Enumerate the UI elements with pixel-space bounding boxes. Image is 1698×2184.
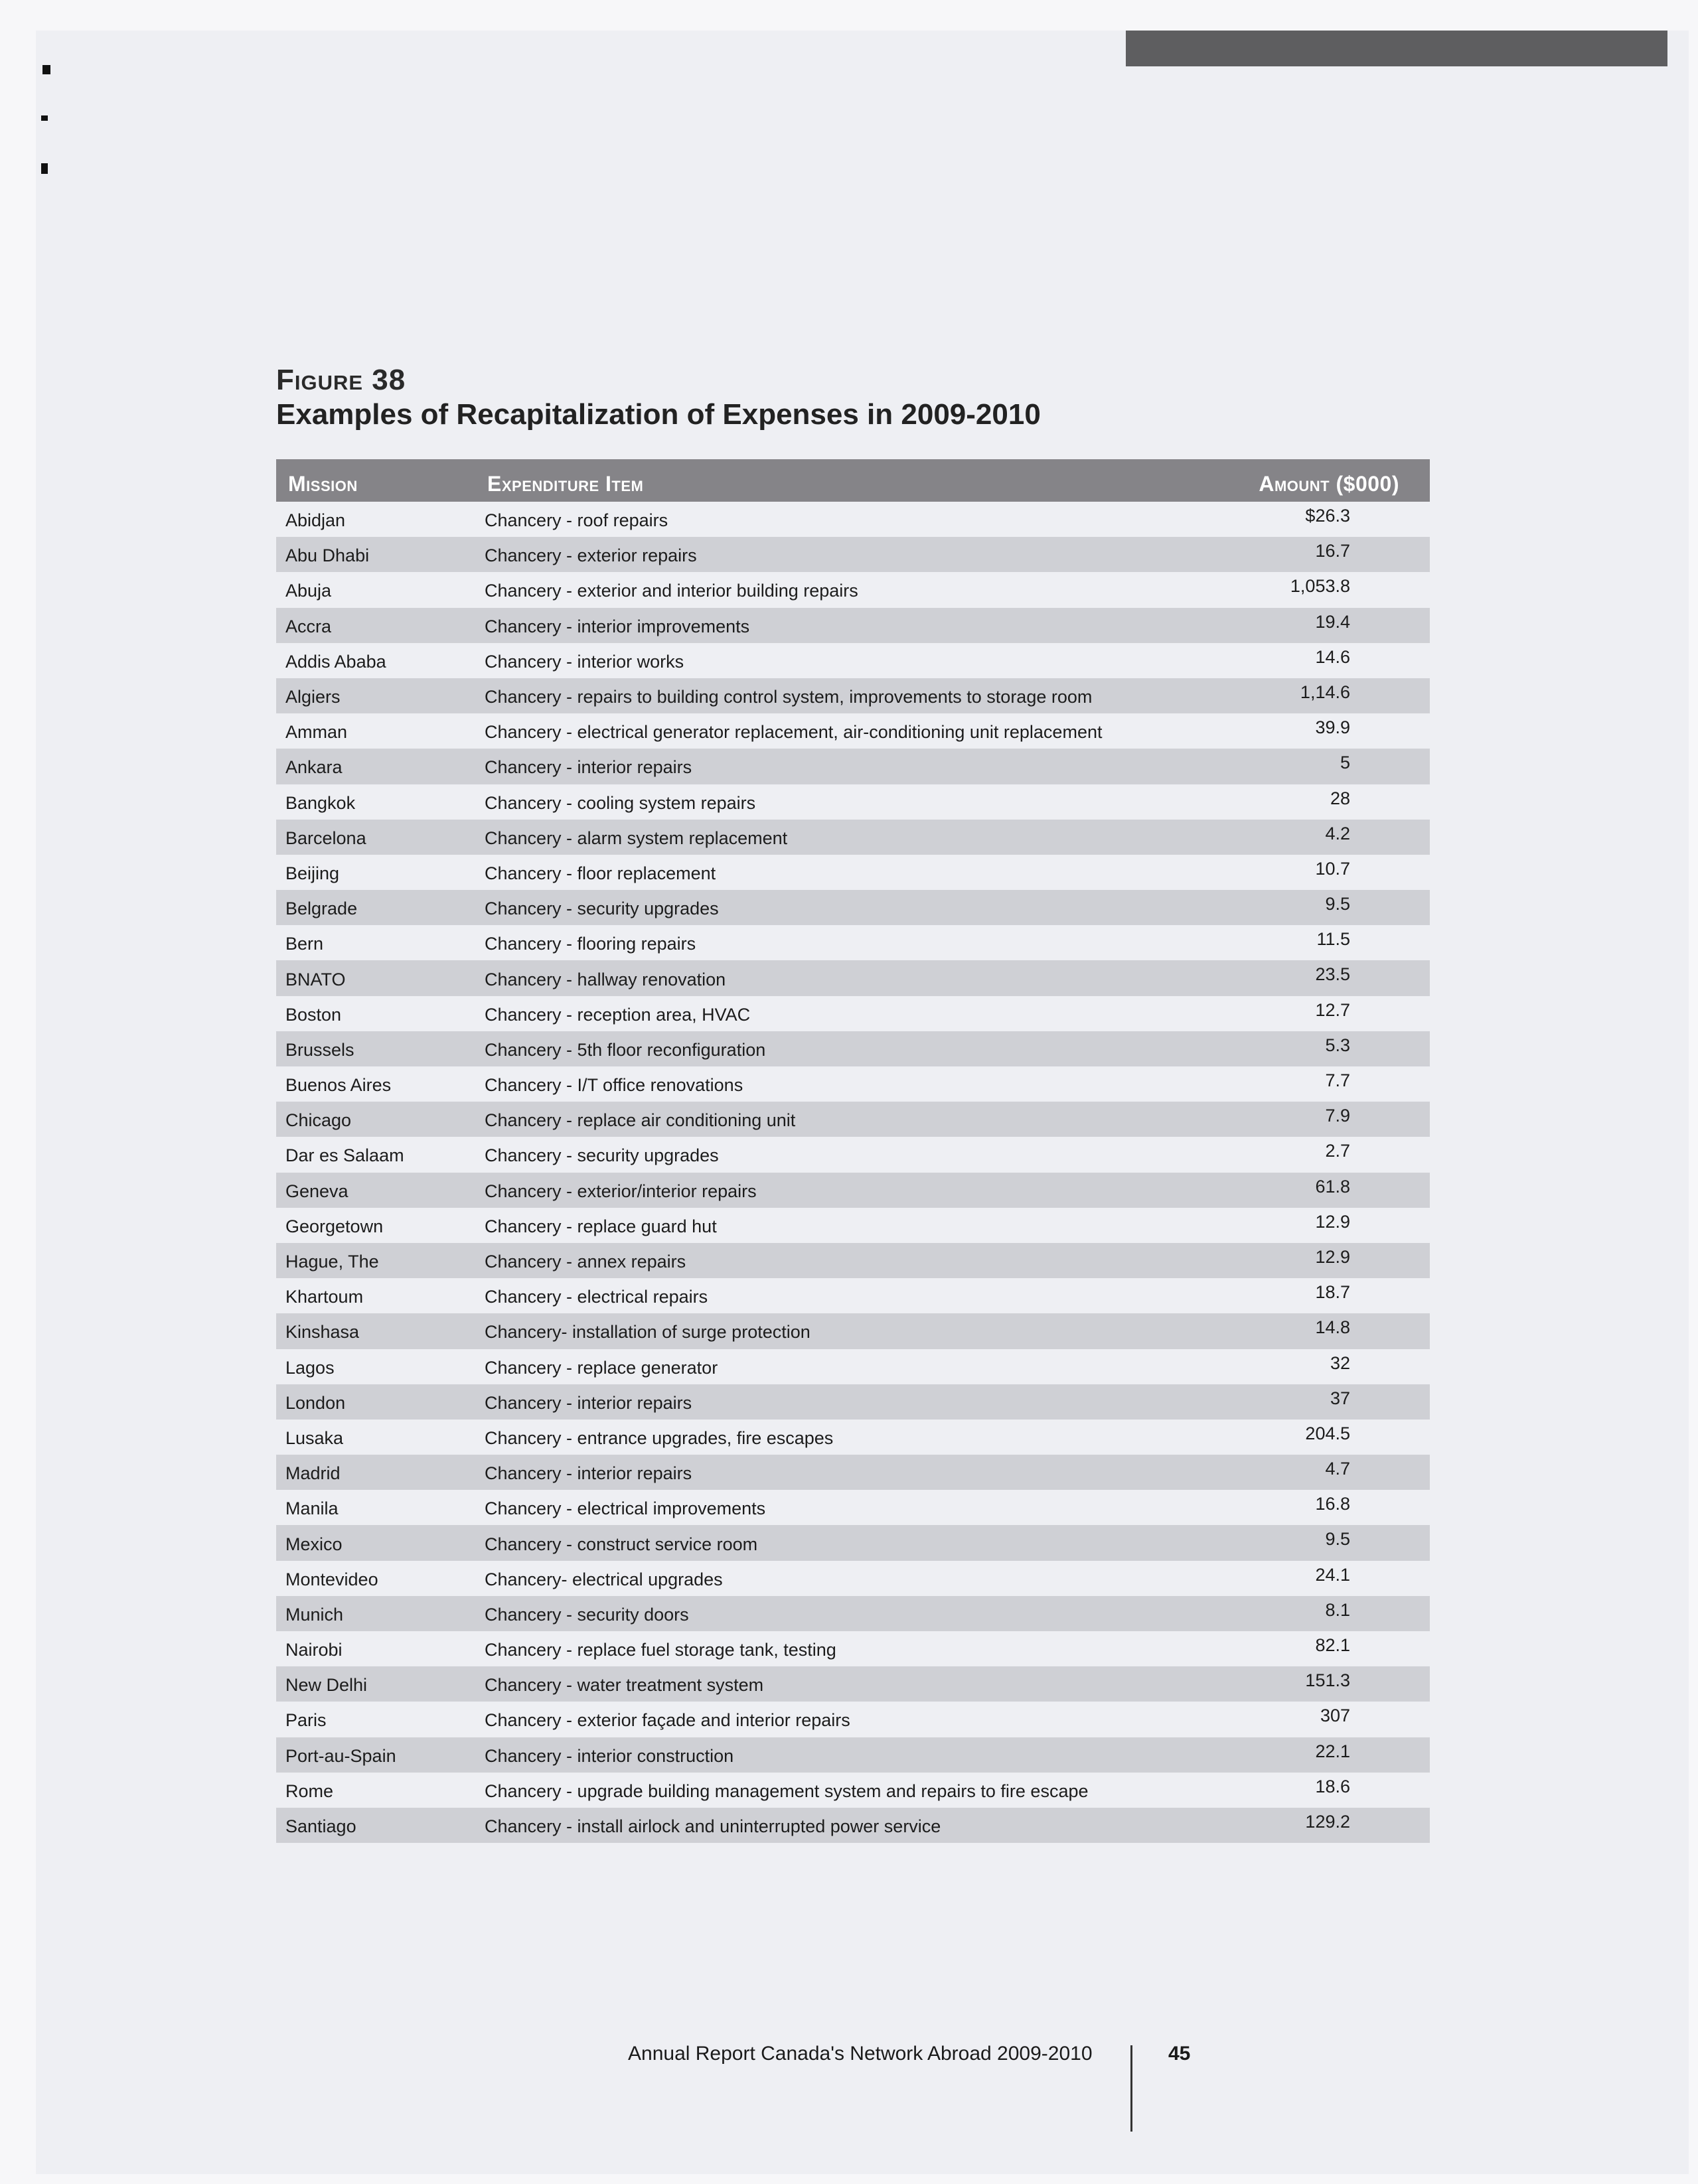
expenditure-item-cell: Chancery - exterior façade and interior repairs [485,1710,850,1731]
table-row [276,1773,1430,1808]
expenditure-item-cell: Chancery - replace fuel storage tank, testing [485,1640,836,1660]
mission-cell: Santiago [285,1816,356,1837]
amount-cell: 18.6 [1315,1776,1350,1796]
table-row [276,572,1430,607]
amount-cell: 18.7 [1315,1282,1350,1303]
expenditure-item-cell: Chancery - security doors [485,1604,689,1625]
table-row [276,996,1430,1031]
amount-cell: 37 [1330,1388,1350,1408]
table-row [276,749,1430,784]
table-row [276,1420,1430,1455]
table-row [276,1737,1430,1773]
mission-cell: Abu Dhabi [285,546,370,566]
table-row [276,1349,1430,1384]
expenditure-item-cell: Chancery - electrical improvements [485,1498,766,1519]
table-row [276,502,1430,537]
amount-cell: 14.6 [1315,646,1350,667]
page-number: 45 [1168,2043,1191,2065]
table-row [276,855,1430,890]
expenditure-item-cell: Chancery - construct service room [485,1534,758,1554]
expenditure-item-cell: Chancery - electrical generator replacement, air-conditioning unit replacement [485,722,1103,743]
expenditure-item-cell: Chancery - interior repairs [485,1463,692,1484]
scan-mark [41,115,48,121]
table-row [276,1490,1430,1525]
mission-cell: Geneva [285,1181,348,1201]
table-row [276,1525,1430,1560]
amount-cell: 204.5 [1305,1423,1350,1443]
column-header-mission: Mission [288,471,358,496]
table-row [276,820,1430,855]
table-row [276,1631,1430,1666]
mission-cell: Accra [285,616,332,636]
table-row [276,537,1430,572]
figure-title: Examples of Recapitalization of Expenses in 2009-2010 [276,398,1041,431]
mission-cell: Abuja [285,581,332,601]
amount-cell: 11.5 [1316,929,1350,950]
expenditure-item-cell: Chancery- installation of surge protection [485,1322,810,1343]
amount-cell: 61.8 [1315,1176,1350,1197]
mission-cell: Brussels [285,1039,354,1060]
table-row [276,1066,1430,1102]
mission-cell: Dar es Salaam [285,1145,404,1166]
mission-cell: Beijing [285,863,340,883]
mission-cell: Lagos [285,1357,335,1378]
amount-cell: 23.5 [1315,964,1350,985]
expenditure-item-cell: Chancery - interior repairs [485,757,692,778]
expenditure-item-cell: Chancery - install airlock and uninterrupted power service [485,1816,941,1837]
mission-cell: Georgetown [285,1216,384,1236]
amount-cell: 19.4 [1315,611,1350,632]
expenditure-item-cell: Chancery - replace air conditioning unit [485,1110,796,1131]
expenses-table [276,459,1430,1843]
amount-cell: 8.1 [1325,1599,1350,1620]
mission-cell: Mexico [285,1534,343,1554]
amount-cell: 1,14.6 [1300,682,1350,702]
table-row [276,784,1430,820]
amount-cell: 10.7 [1315,858,1350,879]
expenditure-item-cell: Chancery- electrical upgrades [485,1569,723,1589]
expenditure-item-cell: Chancery - alarm system replacement [485,828,788,848]
mission-cell: Barcelona [285,828,366,848]
mission-cell: Addis Ababa [285,651,386,672]
amount-cell: 129.2 [1305,1811,1350,1832]
mission-cell: New Delhi [285,1675,368,1696]
amount-cell: 4.7 [1325,1459,1350,1479]
mission-cell: Ankara [285,757,343,778]
expenditure-item-cell: Chancery - I/T office renovations [485,1075,743,1096]
footer-text: Annual Report Canada's Network Abroad 2009-2010 [628,2043,1093,2065]
amount-cell: 2.7 [1325,1141,1350,1161]
mission-cell: Chicago [285,1110,352,1131]
mission-cell: London [285,1392,346,1413]
amount-cell: 7.9 [1325,1106,1350,1126]
expenditure-item-cell: Chancery - electrical repairs [485,1287,708,1307]
table-row [276,1173,1430,1208]
table-row [276,1561,1430,1596]
mission-cell: Algiers [285,687,341,707]
amount-cell: 5.3 [1325,1035,1350,1055]
expenditure-item-cell: Chancery - security upgrades [485,899,719,919]
mission-cell: Munich [285,1604,344,1625]
amount-cell: $26.3 [1305,506,1350,526]
mission-cell: Madrid [285,1463,341,1484]
expenditure-item-cell: Chancery - hallway renovation [485,969,726,989]
amount-cell: 39.9 [1315,717,1350,738]
table-row [276,1596,1430,1631]
amount-cell: 12.9 [1315,1211,1350,1232]
table-row [276,1702,1430,1737]
header-bar [1126,31,1667,66]
amount-cell: 4.2 [1325,823,1350,843]
mission-cell: Buenos Aires [285,1075,392,1096]
expenditure-item-cell: Chancery - security upgrades [485,1145,719,1166]
amount-cell: 16.7 [1315,541,1350,561]
amount-cell: 7.7 [1325,1070,1350,1090]
table-row [276,960,1430,995]
expenditure-item-cell: Chancery - exterior/interior repairs [485,1181,757,1201]
table-row [276,1666,1430,1702]
mission-cell: Hague, The [285,1252,379,1272]
table-header-row [276,459,1430,502]
table-row [276,713,1430,749]
expenditure-item-cell: Chancery - exterior and interior building repairs [485,581,858,601]
scan-mark [41,163,48,174]
table-row [276,678,1430,713]
mission-cell: Rome [285,1781,334,1801]
expenditure-item-cell: Chancery - interior works [485,651,684,672]
expenditure-item-cell: Chancery - cooling system repairs [485,792,756,813]
expenditure-item-cell: Chancery - water treatment system [485,1675,764,1696]
amount-cell: 22.1 [1315,1741,1350,1761]
mission-cell: Lusaka [285,1427,344,1448]
mission-cell: Boston [285,1004,342,1025]
amount-cell: 12.7 [1315,999,1350,1020]
amount-cell: 5 [1340,753,1350,773]
expenditure-item-cell: Chancery - 5th floor reconfiguration [485,1039,766,1060]
expenditure-item-cell: Chancery - interior construction [485,1745,734,1766]
mission-cell: Kinshasa [285,1322,360,1343]
table-row [276,1031,1430,1066]
expenditure-item-cell: Chancery - floor replacement [485,863,716,883]
mission-cell: Bangkok [285,792,356,813]
expenditure-item-cell: Chancery - reception area, HVAC [485,1004,751,1025]
amount-cell: 24.1 [1315,1564,1350,1585]
expenditure-item-cell: Chancery - repairs to building control system, improvements to storage room [485,687,1093,707]
table-row [276,643,1430,678]
expenditure-item-cell: Chancery - replace guard hut [485,1216,717,1236]
amount-cell: 1,053.8 [1290,576,1350,597]
expenditure-item-cell: Chancery - upgrade building management system and repairs to fire escape [485,1781,1089,1801]
mission-cell: Belgrade [285,899,358,919]
table-row [276,1455,1430,1490]
expenditure-item-cell: Chancery - flooring repairs [485,934,696,954]
mission-cell: Port-au-Spain [285,1745,396,1766]
table-row [276,608,1430,643]
figure-label: Figure 38 [276,364,406,396]
table-row [276,1278,1430,1313]
expenditure-item-cell: Chancery - entrance upgrades, fire escapes [485,1427,834,1448]
table-row [276,1313,1430,1348]
expenditure-item-cell: Chancery - annex repairs [485,1252,686,1272]
mission-cell: Amman [285,722,348,743]
table-row [276,1808,1430,1843]
mission-cell: Khartoum [285,1287,364,1307]
expenditure-item-cell: Chancery - replace generator [485,1357,718,1378]
amount-cell: 9.5 [1325,894,1350,914]
mission-cell: Paris [285,1710,327,1731]
table-row [276,925,1430,960]
table-body [276,502,1430,1843]
table-row [276,1384,1430,1420]
expenditure-item-cell: Chancery - interior repairs [485,1392,692,1413]
mission-cell: Nairobi [285,1640,343,1660]
mission-cell: Bern [285,934,324,954]
table-row [276,890,1430,925]
amount-cell: 151.3 [1305,1670,1350,1691]
column-header-amount: Amount ($000) [1259,471,1399,496]
table-row [276,1137,1430,1172]
mission-cell: Abidjan [285,510,346,531]
footer-divider [1130,2045,1132,2132]
table-row [276,1208,1430,1243]
amount-cell: 82.1 [1315,1635,1350,1655]
mission-cell: BNATO [285,969,346,989]
scan-mark [42,65,50,74]
mission-cell: Montevideo [285,1569,378,1589]
table-row [276,1102,1430,1137]
amount-cell: 28 [1330,788,1350,808]
expenditure-item-cell: Chancery - interior improvements [485,616,750,636]
expenditure-item-cell: Chancery - roof repairs [485,510,668,531]
expenditure-item-cell: Chancery - exterior repairs [485,546,697,566]
amount-cell: 16.8 [1315,1494,1350,1514]
amount-cell: 307 [1320,1706,1350,1726]
column-header-expenditure-item: Expenditure Item [487,471,644,496]
amount-cell: 12.9 [1315,1246,1350,1267]
amount-cell: 14.8 [1315,1317,1350,1338]
amount-cell: 32 [1330,1352,1350,1373]
mission-cell: Manila [285,1498,339,1519]
table-row [276,1243,1430,1278]
amount-cell: 9.5 [1325,1529,1350,1550]
